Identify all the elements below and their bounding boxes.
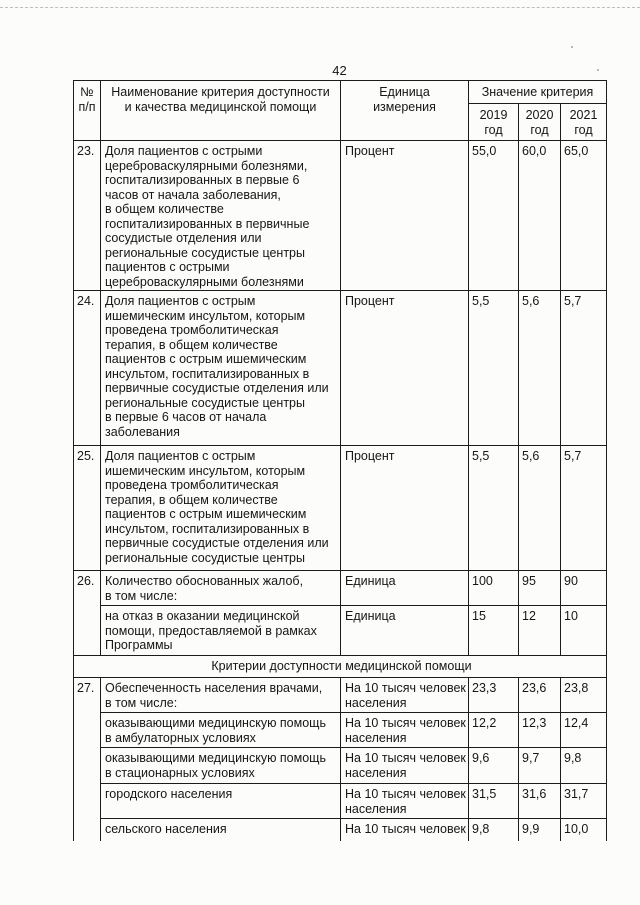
row-26-number: 26. <box>74 571 101 656</box>
row-27-sub-1-value-2021: 12,4 <box>561 713 607 748</box>
table-row <box>74 571 607 606</box>
row-27-sub-4-value-2021: 10,0 <box>561 819 607 841</box>
table-subrow <box>74 784 607 819</box>
row-25-unit: Процент <box>341 446 469 571</box>
header-criterion-name: Наименование критерия доступности и качества медицинской помощи <box>101 81 341 141</box>
row-27-sub-1-value-2020: 12,3 <box>519 713 561 748</box>
table-row <box>74 678 607 713</box>
header-number: № п/п <box>74 81 101 141</box>
row-26-criterion: Количество обоснованных жалоб, в том числе: <box>101 571 341 606</box>
row-25-value-2020: 5,6 <box>519 446 561 571</box>
row-25-criterion: Доля пациентов с острым ишемическим инсультом, которым проведена тромболитическая терапия, в общем количестве пациентов с острым ишемическим инсультом, госпитализированных в первичные сосудистые отделения или региональные сосудистые центры <box>101 446 341 571</box>
row-26-value-2021: 90 <box>561 571 607 606</box>
row-27-sub-2-value-2020: 9,7 <box>519 748 561 784</box>
criteria-table <box>73 80 607 841</box>
row-27-sub-2-unit: На 10 тысяч человек населения <box>341 748 469 784</box>
row-27-sub-3-unit: На 10 тысяч человек населения <box>341 784 469 819</box>
table-row <box>74 446 607 571</box>
table-row <box>74 141 607 291</box>
row-26-sub-1-criterion: на отказ в оказании медицинской помощи, предоставляемой в рамках Программы <box>101 606 341 656</box>
row-25-value-2021: 5,7 <box>561 446 607 571</box>
row-26-sub-1-value-2021: 10 <box>561 606 607 656</box>
row-26-sub-1-value-2020: 12 <box>519 606 561 656</box>
row-26-sub-1-value-2019: 15 <box>469 606 519 656</box>
row-23-unit: Процент <box>341 141 469 291</box>
row-23-number: 23. <box>74 141 101 291</box>
row-27-sub-3-value-2020: 31,6 <box>519 784 561 819</box>
row-26-value-2020: 95 <box>519 571 561 606</box>
row-23-criterion: Доля пациентов с острыми цереброваскулярными болезнями, госпитализированных в первые 6 часов от начала заболевания, в общем количестве госпитализированных в первичные сосудистые отделения или региональные сосудистые центры пациентов с острыми цереброваскулярными болезнями <box>101 141 341 291</box>
table-subrow <box>74 819 607 841</box>
row-27-value-2021: 23,8 <box>561 678 607 713</box>
row-27-sub-4-unit: На 10 тысяч человек <box>341 819 469 841</box>
row-24-value-2021: 5,7 <box>561 291 607 446</box>
table-subrow <box>74 748 607 784</box>
row-27-unit: На 10 тысяч человек населения <box>341 678 469 713</box>
row-24-number: 24. <box>74 291 101 446</box>
header-year-2019: 2019 год <box>469 104 519 141</box>
section-header: Критерии доступности медицинской помощи <box>74 656 607 678</box>
scan-speck <box>571 46 573 48</box>
row-27-criterion: Обеспеченность населения врачами, в том числе: <box>101 678 341 713</box>
row-27-sub-3-value-2019: 31,5 <box>469 784 519 819</box>
row-24-unit: Процент <box>341 291 469 446</box>
row-23-value-2020: 60,0 <box>519 141 561 291</box>
header-unit: Единица измерения <box>341 81 469 141</box>
row-27-sub-3-criterion: городского населения <box>101 784 341 819</box>
row-25-value-2019: 5,5 <box>469 446 519 571</box>
row-27-sub-1-value-2019: 12,2 <box>469 713 519 748</box>
row-27-sub-2-value-2019: 9,6 <box>469 748 519 784</box>
row-24-value-2020: 5,6 <box>519 291 561 446</box>
row-27-sub-4-value-2019: 9,8 <box>469 819 519 841</box>
row-27-sub-1-criterion: оказывающими медицинскую помощь в амбулаторных условиях <box>101 713 341 748</box>
row-27-value-2020: 23,6 <box>519 678 561 713</box>
row-23-value-2021: 65,0 <box>561 141 607 291</box>
row-27-sub-2-value-2021: 9,8 <box>561 748 607 784</box>
page-number: 42 <box>332 63 347 78</box>
table-row <box>74 291 607 446</box>
scan-edge-artifact <box>0 7 640 8</box>
header-criterion-value: Значение критерия <box>469 81 607 104</box>
row-27-sub-3-value-2021: 31,7 <box>561 784 607 819</box>
row-27-number: 27. <box>74 678 101 841</box>
header-year-2020: 2020 год <box>519 104 561 141</box>
row-27-value-2019: 23,3 <box>469 678 519 713</box>
table-subrow <box>74 606 607 656</box>
row-24-criterion: Доля пациентов с острым ишемическим инсультом, которым проведена тромболитическая терапия, в общем количестве пациентов с острым ишемическим инсультом, госпитализированных в первичные сосудистые отделения или региональные сосудистые центры в первые 6 часов от начала заболевания <box>101 291 341 446</box>
row-27-sub-1-unit: На 10 тысяч человек населения <box>341 713 469 748</box>
row-27-sub-2-criterion: оказывающими медицинскую помощь в стационарных условиях <box>101 748 341 784</box>
table-header-row <box>74 81 607 104</box>
section-row <box>74 656 607 678</box>
row-26-value-2019: 100 <box>469 571 519 606</box>
row-23-value-2019: 55,0 <box>469 141 519 291</box>
row-24-value-2019: 5,5 <box>469 291 519 446</box>
row-25-number: 25. <box>74 446 101 571</box>
header-year-2021: 2021 год <box>561 104 607 141</box>
row-26-sub-1-unit: Единица <box>341 606 469 656</box>
row-27-sub-4-value-2020: 9,9 <box>519 819 561 841</box>
row-26-unit: Единица <box>341 571 469 606</box>
row-27-sub-4-criterion: сельского населения <box>101 819 341 841</box>
table-subrow <box>74 713 607 748</box>
